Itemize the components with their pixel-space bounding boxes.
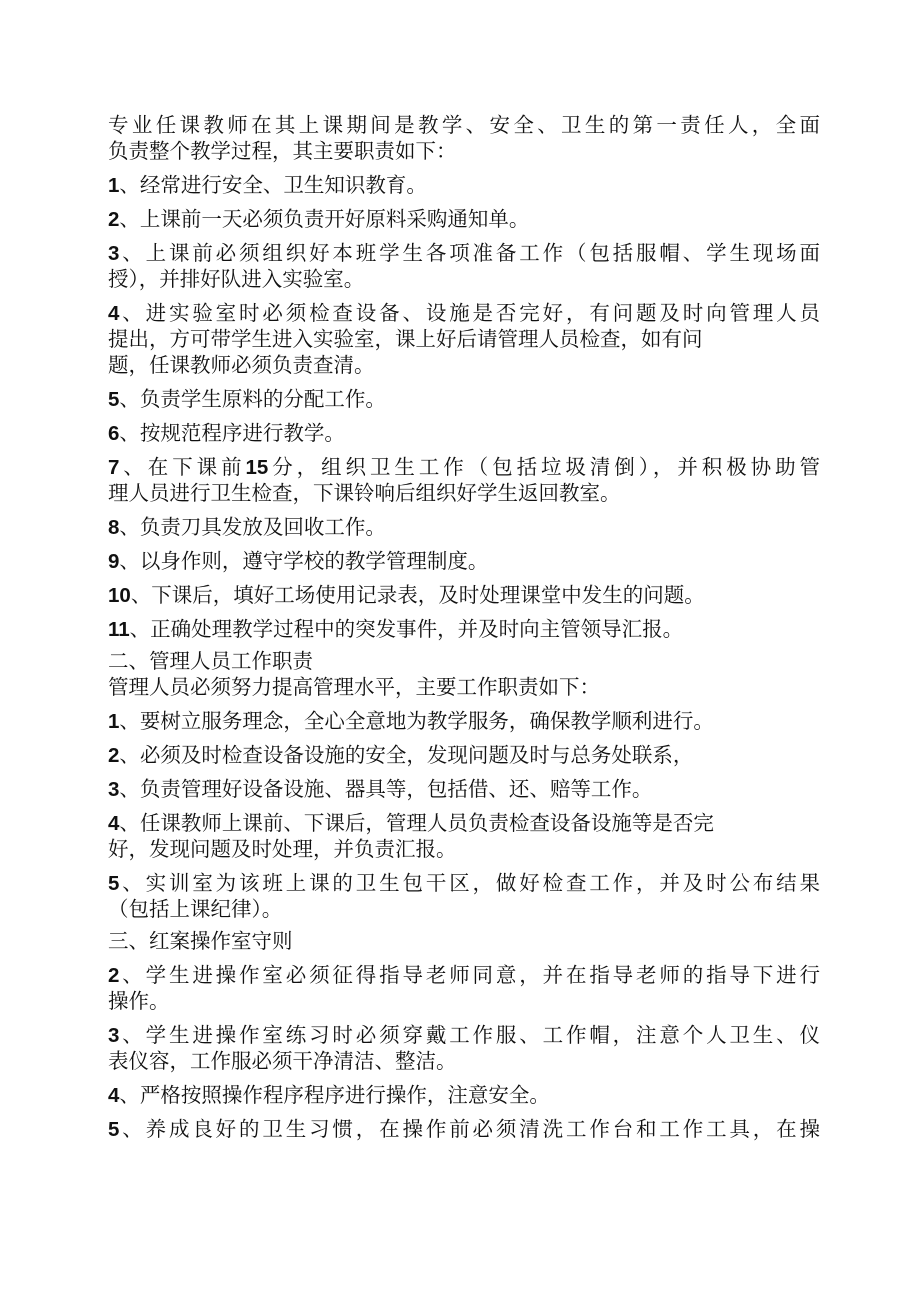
teacher-duty-7 [108,454,820,480]
rule-3 [108,1022,820,1048]
item-number: 11 [108,618,130,641]
item-text: 、在下课前 [119,455,246,479]
rule-4 [108,1082,820,1108]
item-number: 1 [108,174,120,197]
item-text: 、学生进操作室必须征得指导老师同意，并在指导老师的指导下进行 [119,963,820,987]
item-text: 、按规范程序进行教学。 [119,421,345,445]
item-text: 分，组织卫生工作（包括垃圾清倒），并积极协助管 [268,455,820,479]
section-heading: 二、管理人员工作职责 [108,649,313,673]
rule-2-cont: 操作。 [108,989,170,1013]
section-heading: 三、红案操作室守则 [108,929,293,953]
teacher-duty-4 [108,300,820,326]
item-number: 4 [108,1084,120,1107]
manager-duty-4-cont: 好，发现问题及时处理，并负责汇报。 [108,837,457,861]
teacher-duty-7-cont: 理人员进行卫生检查，下课铃响后组织好学生返回教室。 [108,481,621,505]
manager-duty-3 [108,776,820,802]
item-text: 、上课前必须组织好本班学生各项准备工作（包括服帽、学生现场面 [119,241,820,265]
item-text: 、学生进操作室练习时必须穿戴工作服、工作帽，注意个人卫生、仪 [119,1023,820,1047]
item-text: 、上课前一天必须负责开好原料采购通知单。 [119,207,530,231]
item-number: 6 [108,422,120,445]
teacher-duty-11 [108,616,820,642]
item-number: 5 [108,388,120,411]
item-number: 5 [108,872,120,895]
manager-duty-5 [108,870,820,896]
item-number: 3 [108,242,120,265]
intro-line: 负责整个教学过程，其主要职责如下： [108,139,457,163]
item-text: 、经常进行安全、卫生知识教育。 [119,173,427,197]
item-text: 、必须及时检查设备设施的安全，发现问题及时与总务处联系， [119,743,694,767]
section-intro: 管理人员必须努力提高管理水平，主要工作职责如下： [108,675,600,699]
item-text: 、下课后，填好工场使用记录表，及时处理课堂中发生的问题。 [130,583,705,607]
item-inline-number: 15 [245,456,269,479]
teacher-duty-10 [108,582,820,608]
manager-duty-5-cont: （包括上课纪律）。 [108,897,283,921]
item-number: 9 [108,550,120,573]
document-body [108,112,820,1142]
item-number: 5 [108,1118,120,1141]
item-number: 1 [108,710,120,733]
manager-duty-2 [108,742,820,768]
item-text: 、要树立服务理念，全心全意地为教学服务，确保教学顺利进行。 [119,709,714,733]
teacher-duty-6 [108,420,820,446]
item-number: 3 [108,778,120,801]
teacher-duty-3 [108,240,820,266]
item-number: 2 [108,208,120,231]
item-text: 、负责管理好设备设施、器具等，包括借、还、赔等工作。 [119,777,653,801]
item-number: 10 [108,584,131,607]
rule-5 [108,1116,820,1142]
item-text: 、实训室为该班上课的卫生包干区，做好检查工作，并及时公布结果 [119,871,820,895]
teacher-duty-9 [108,548,820,574]
teacher-duty-2 [108,206,820,232]
item-text: 、负责学生原料的分配工作。 [119,387,386,411]
item-text: 、养成良好的卫生习惯，在操作前必须清洗工作台和工作工具，在操 [119,1117,820,1141]
item-text: 、负责刀具发放及回收工作。 [119,515,386,539]
item-number: 3 [108,1024,120,1047]
teacher-duty-5 [108,386,820,412]
teacher-duty-4-cont: 题，任课教师必须负责查清。 [108,353,375,377]
item-text: 、以身作则，遵守学校的教学管理制度。 [119,549,489,573]
intro-line: 专业任课教师在其上课期间是教学、安全、卫生的第一责任人，全面 [108,113,820,137]
item-number: 8 [108,516,120,539]
item-number: 4 [108,302,120,325]
rule-2 [108,962,820,988]
item-text: 、正确处理教学过程中的突发事件，并及时向主管领导汇报。 [129,617,684,641]
item-text: 、进实验室时必须检查设备、设施是否完好，有问题及时向管理人员 [119,301,820,325]
item-number: 4 [108,812,120,835]
manager-duty-1 [108,708,820,734]
teacher-duty-3-cont: 授），并排好队进入实验室。 [108,267,365,291]
teacher-duty-4-cont: 提出，方可带学生进入实验室，课上好后请管理人员检查，如有问 [108,327,703,351]
item-text: 、任课教师上课前、下课后，管理人员负责检查设备设施等是否完 [119,811,714,835]
manager-duty-4 [108,810,820,836]
item-number: 7 [108,456,120,479]
item-number: 2 [108,744,120,767]
rule-3-cont: 表仪容，工作服必须干净清洁、整洁。 [108,1049,457,1073]
teacher-duty-1 [108,172,820,198]
teacher-duty-8 [108,514,820,540]
item-number: 2 [108,964,120,987]
item-text: 、严格按照操作程序程序进行操作，注意安全。 [119,1083,550,1107]
